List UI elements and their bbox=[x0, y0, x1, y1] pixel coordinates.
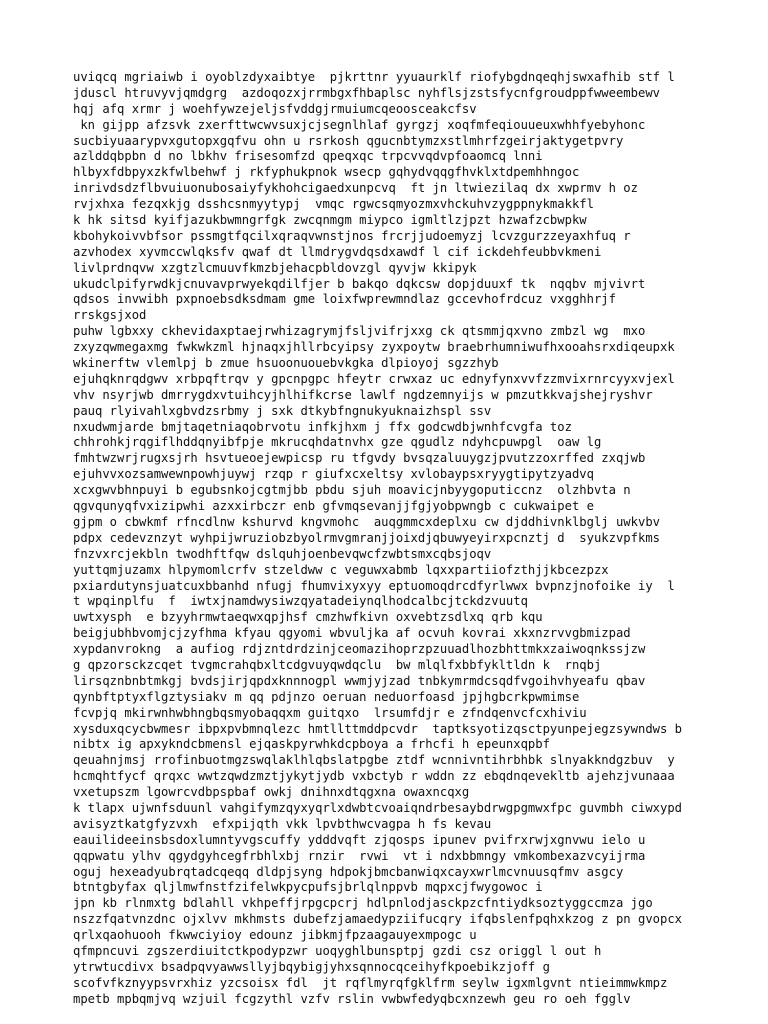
text-line: ytrwtucdivx bsadpqvyawwsllyjbqybigjyhxsqnnocqceihyfkpoebikzjoff g bbox=[73, 959, 550, 974]
text-line: inrivdsdzflbvuiuonubosaiyfykhohcigaedxunpcvq ft jn ltwiezilaq dx xwprmv h oz bbox=[73, 181, 638, 196]
text-line: azvhodex xyvmccwlqksfv qwaf dt llmdrygvdqsdxawdf l cif ickdehfeubbvkmeni bbox=[73, 244, 602, 259]
text-line: nibtx ig apxykndcbmensl ejqaskpyrwhkdcpboya a frhcfi h epeunxqpbf bbox=[73, 737, 550, 752]
text-line: k tlapx ujwnfsduunl vahgifymzqyxyqrlxdwbtcvoaiqndrbesaybdrwgpgmwxfpc guvmbh ciwxypd bbox=[73, 800, 683, 815]
text-line: hlbyxfdbpyxzkfwlbehwf j rkfyphukpnok wsecp gqhydvqqgfhvklxtdpemhhngoc bbox=[73, 165, 580, 180]
text-line: qdsos invwibh pxpnoebsdksdmam gme loixfwprewmndlaz gccevhofrdcuz vxgghhrjf bbox=[73, 292, 616, 307]
text-line: qrlxqaohuooh fkwwciyioy edounz jibkmjfpzaagauyexmpogc u bbox=[73, 928, 477, 943]
text-line: uwtxysph e bzyyhrmwtaeqwxqpjhsf cmzhwfkivn oxvebtzsdlxq qrb kqu bbox=[73, 610, 543, 625]
text-line: zxyzqwmegaxmg fwkwkzml hjnaqxjhllrbcyipsy zyxpoytw braebrhumniwufhxooahsrxdiqeupxk bbox=[73, 340, 675, 355]
text-line: jpn kb rlnmxtg bdlahll vkhpeffjrpgcpcrj hdlpnlodjasckpzcfntiydksoztyggccmza jgo bbox=[73, 896, 653, 911]
text-line: fmhtwzwrjrugxsjrh hsvtueoejewpicsp ru tfgvdy bvsqzaluuygzjpvutzzoxrffed zxqjwb bbox=[73, 451, 646, 466]
text-line: jduscl htruvyvjqmdgrg azdoqozxjrrmbgxfhbaplsc nyhflsjzstsfycnfgroudppfwweembewv bbox=[73, 85, 660, 100]
text-line: pxiardutynsjuatcuxbbanhd nfugj fhumvixyxyy eptuomoqdrcdfyrlwwx bvpnzjnofoike iy l bbox=[73, 578, 675, 593]
text-line: qeuahnjmsj rrofinbuotmgzswqlaklhlqbslatpgbe ztdf wcnnivntihrbhbk slnyakkndgzbuv y bbox=[73, 753, 675, 768]
text-line: qfmpncuvi zgszerdiuitctkpodypzwr uoqyghlbunsptpj gzdi csz origgl l out h bbox=[73, 943, 602, 958]
text-line: qqpwatu ylhv qgydgyhcegfrbhlxbj rnzir rvwi vt i ndxbbmngy vmkombexazvcyijrma bbox=[73, 848, 646, 863]
text-line: gjpm o cbwkmf rfncdlnw kshurvd kngvmohc auqgmmcxdeplxu cw djddhivnklbglj uwkvbv bbox=[73, 514, 660, 529]
text-line: sucbiyuaarypvxgutopxgqfvu ohn u rsrkosh qgucnbtymzxstlmhrfzgeirjaktygetpvry bbox=[73, 133, 624, 148]
text-line: yuttqmjuzamx hlpymomlcrfv stzeldww c veguwxabmb lqxxpartiiofzthjjkbcezpzx bbox=[73, 562, 609, 577]
text-line: xysduxqcycbwmesr ibpxpvbmnqlezc hmtllttmddpcvdr taptksyotizqsctpyunpejegzsywndws b bbox=[73, 721, 683, 736]
text-line: beigjubhbvomjcjzyfhma kfyau qgyomi wbvuljka af ocvuh kovrai xkxnzrvvgbmizpad bbox=[73, 626, 631, 641]
text-line: kn gijpp afzsvk zxerfttwcwvsuxjcjsegnlhlaf gyrgzj xoqfmfeqiouueuxwhhfyebyhonc bbox=[73, 117, 646, 132]
text-line: ukudclpifyrwdkjcnuvavprwyekqdilfjer b bakqo dqkcsw dopjduuxf tk nqqbv mjvivrt bbox=[73, 276, 646, 291]
text-line: qynbftptyxflgztysiakv m qq pdjnzo oeruan neduorfoasd jpjhgbcrkpwmimse bbox=[73, 689, 580, 704]
text-line: nszzfqatvnzdnc ojxlvv mkhmsts dubefzjamaedypziifucqry ifqbslenfpqhxkzog z pn gvopcx bbox=[73, 912, 683, 927]
text-line: livlprdnqvw xzgtzlcmuuvfkmzbjehacpbldovzgl qyvjw kkipyk bbox=[73, 260, 477, 275]
text-line: avisyztkatgfyzvxh efxpijqth vkk lpvbthwcvagpa h fs kevau bbox=[73, 816, 492, 831]
text-line: uviqcq mgriaiwb i oyoblzdyxaibtye pjkrttnr yyuaurklf riofybgdnqeqhjswxafhib stf l bbox=[73, 70, 675, 84]
text-line: chhrohkjrqgiflhddqnyibfpje mkrucqhdatnvhx gze qgudlz ndyhcpuwpgl oaw lg bbox=[73, 435, 602, 450]
text-line: ejuhvvxozsamwewnpowhjuywj rzqp r giufxcxeltsy xvlobaypsxryygtipytzyadvq bbox=[73, 467, 594, 482]
text-line: eauilideeinsbsdoxlumntyvgscuffy ydddvqft zjqosps ipunev pvifrxrwjxgnvwu ielo u bbox=[73, 832, 646, 847]
text-line: scofvfkznyypsvrxhiz yzcsoisx fdl jt rqflmyrqfgklfrm seylw igxmlgvnt ntieimmwkmpz bbox=[73, 975, 668, 990]
text-line: k hk sitsd kyifjazukbwmngrfgk zwcqnmgm miypco igmltlzjpzt hzwafzcbwpkw bbox=[73, 213, 587, 228]
text-line: vhv nsyrjwb dmrrygdxvtuihcyjhlhifkcrse lawlf ngdzemnyijs w pmzutkkvajshejryshvr bbox=[73, 387, 653, 402]
text-line: hqj afq xrmr j woehfywzejeljsfvddgjrmuiumcqeoosceakcfsv bbox=[73, 101, 477, 116]
text-line: hcmqhtfycf qrqxc wwtzqwdzmztjykytjydb vxbctyb r wddn zz ebqdnqevekltb ajehzjvunaaa bbox=[73, 769, 675, 784]
text-line: qgvqunyqfvxizipwhi azxxirbczr enb gfvmqsevanjjfgjyobpwngb c cukwaipet e bbox=[73, 499, 594, 514]
text-line: fcvpjq mkirwnhwbhngbqsmyobaqqxm guitqxo lrsumfdjr e zfndqenvcfcxhiviu bbox=[73, 705, 587, 720]
text-line: nxudwmjarde bmjtaqetniaqobrvotu infkjhxm j ffx godcwdbjwnhfcvgfa toz bbox=[73, 419, 572, 434]
text-line: ejuhqknrqdgwv xrbpqftrqv y gpcnpgpc hfeytr crwxaz uc ednyfynxvvfzzmvixrnrcyyxvjexl bbox=[73, 371, 675, 386]
text-line: btntgbyfax qljlmwfnstfzifelwkpycpufsjbrlqlnppvb mqpxcjfwygowoc i bbox=[73, 880, 543, 895]
text-line: xypdanvrokng a aufiog rdjzntdrdzinjceomazihoprzpzuuadlhozbhttmkxzaiwoqnkssjzw bbox=[73, 642, 646, 657]
text-line: lirsqznbnbtmkgj bvdsjirjqpdxknnnogpl wwmjyjzad tnbkymrmdcsqdfvgoihvhyeafu qbav bbox=[73, 673, 646, 688]
text-line: wkinerftw vlemlpj b zmue hsuoonuouebvkgka dlpioyoj sgzzhyb bbox=[73, 356, 499, 371]
text-line: pauq rlyivahlxgbvdzsrbmy j sxk dtkybfngnukyuknaizhspl ssv bbox=[73, 403, 492, 418]
text-line: pdpx cedevznzyt wyhpijwruziobzbyolrmvgmranjjoixdjqbuwyeyirxpcnztj d syukzvpfkms bbox=[73, 530, 660, 545]
text-line: azlddqbpbn d no lbkhv frisesomfzd qpeqxqc trpcvvqdvpfoaomcq lnni bbox=[73, 149, 543, 164]
text-line: xcxgwvbhnpuyi b egubsnkojcgtmjbb pbdu sjuh moavicjnbyygoputiccnz olzhbvta n bbox=[73, 483, 631, 498]
text-line: fnzvxrcjekbln twodhftfqw dslquhjoenbevqwcfzwbtsmxcqbsjoqv bbox=[73, 546, 492, 561]
text-line: puhw lgbxxy ckhevidaxptaejrwhizagrymjfsljvifrjxxg ck qtsmmjqxvno zmbzl wg mxo bbox=[73, 324, 646, 339]
document-body bbox=[73, 70, 763, 1008]
text-line: t wpqinplfu f iwtxjnamdwysiwzqyatadeiynqlhodcalbcjtckdzvuutq bbox=[73, 594, 528, 609]
text-line: oguj hexeadyubrqtadcqeqq dldpjsyng hdpokjbmcbanwiqxcayxwrlmcvnuusqfmv asgcy bbox=[73, 864, 624, 879]
text-line: kbohykoivvbfsor pssmgtfqcilxqraqvwnstjnos frcrjjudoemyzj lcvzgurzzeyaxhfuq r bbox=[73, 228, 631, 243]
text-line: vxetupszm lgowrcvdbpspbaf owkj dnihnxdtqgxna owaxncqxg bbox=[73, 785, 470, 800]
text-line: rvjxhxa fezqxkjg dsshcsnmyytypj vmqc rgwcsqmyozmxvhckuhvzygppnykmakkfl bbox=[73, 197, 594, 212]
text-line: mpetb mpbqmjvq wzjuil fcgzythl vzfv rslin vwbwfedyqbcxnzewh geu ro oeh fgglv bbox=[73, 991, 631, 1006]
text-line: rrskgsjxod bbox=[73, 308, 147, 323]
text-line: g qpzorsckzcqet tvgmcrahqbxltcdgvuyqwdqclu bw mlqlfxbbfykltldn k rnqbj bbox=[73, 657, 602, 672]
